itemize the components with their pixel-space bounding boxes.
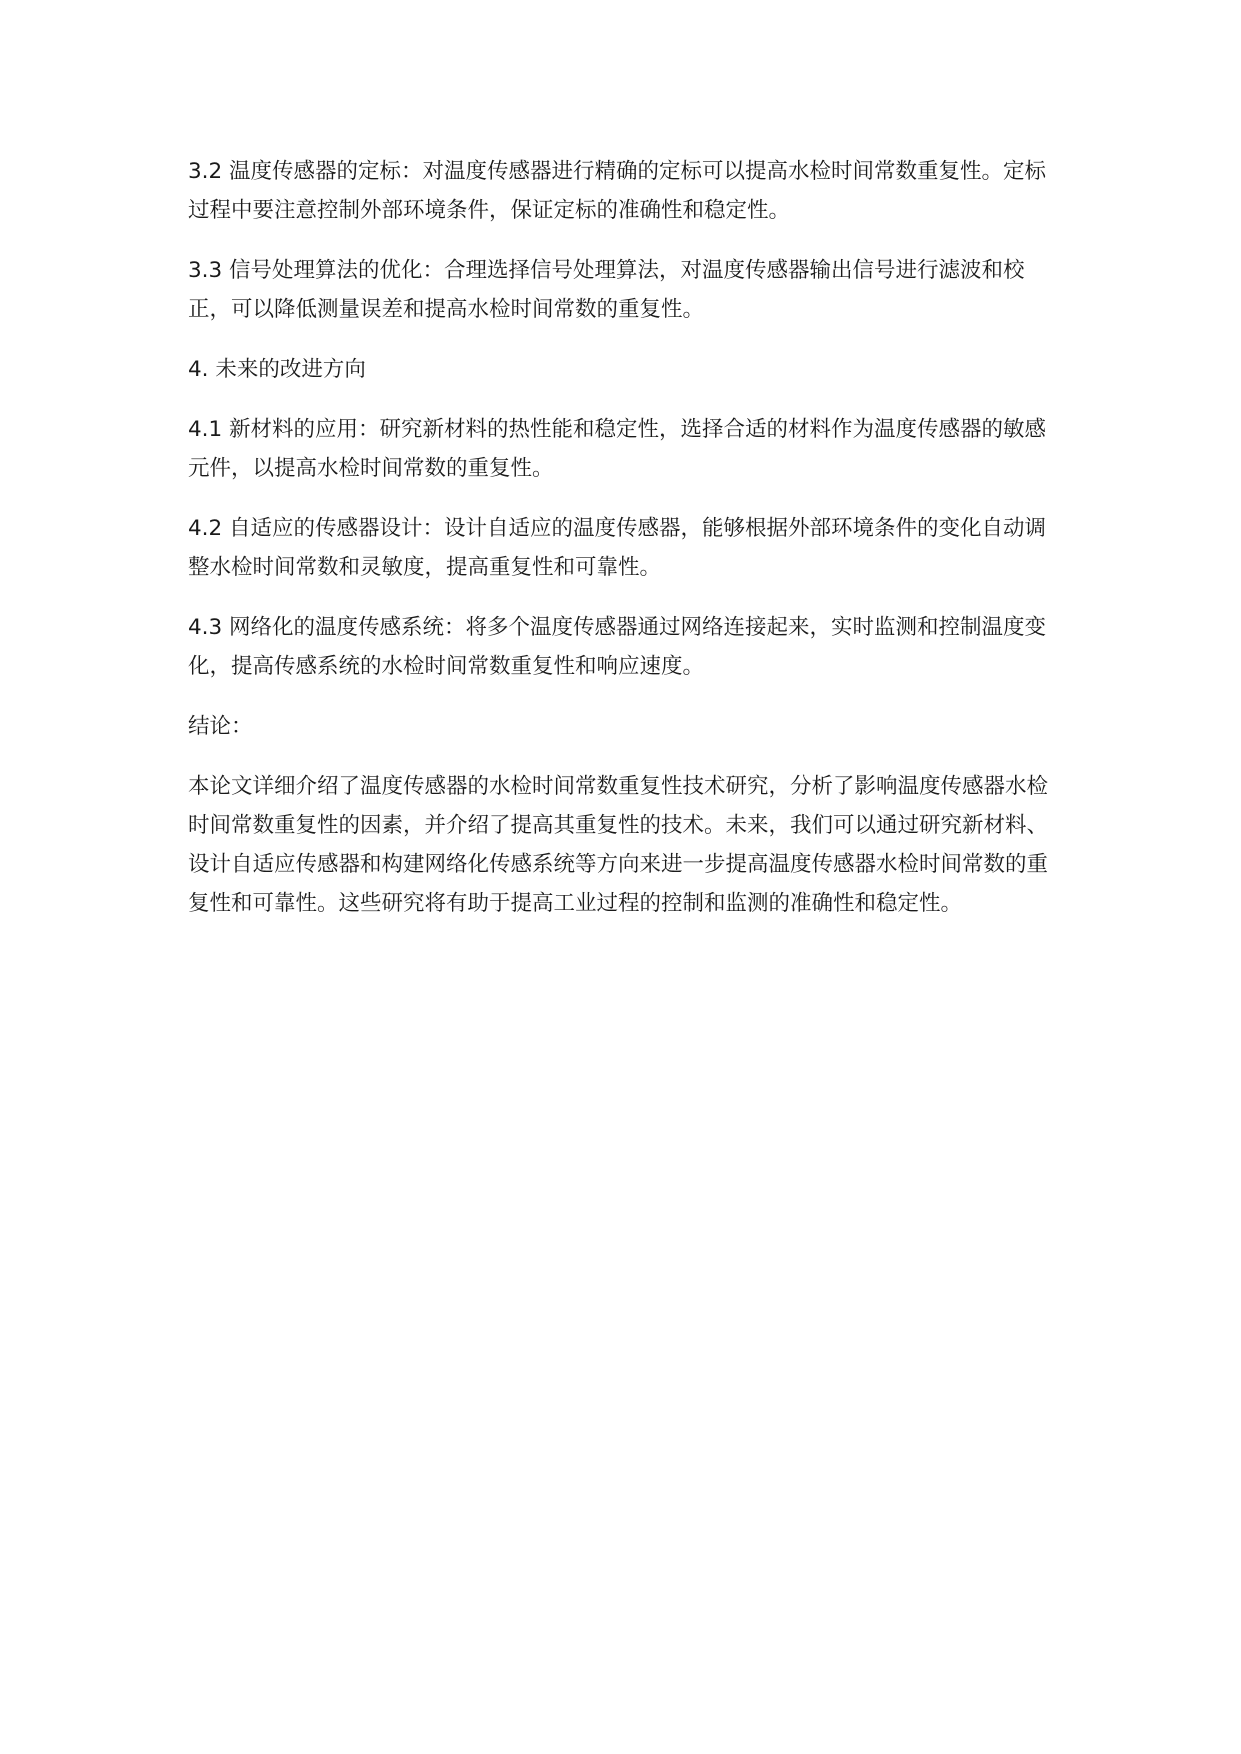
conclusion-paragraph: 本论文详细介绍了温度传感器的水检时间常数重复性技术研究，分析了影响温度传感器水检时间常数重复性的因素，并介绍了提高其重复性的技术。未来，我们可以通过研究新材料、设计自适应传感器和构建网络化传感系统等方向来进一步提高温度传感器水检时间常数的重复性和可靠性。这些研究将有助于提高工业过程的控制和监测的准确性和稳定性。: [188, 774, 1049, 916]
paragraph-3-3-signal-processing: 3.3 信号处理算法的优化：合理选择信号处理算法，对温度传感器输出信号进行滤波和校正，可以降低测量误差和提高水检时间常数的重复性。: [188, 258, 1025, 322]
document-body: [188, 152, 1058, 944]
section-heading-4-future-directions: 4. 未来的改进方向: [188, 357, 366, 382]
paragraph-4-3-networked-system: 4.3 网络化的温度传感系统：将多个温度传感器通过网络连接起来，实时监测和控制温度变化，提高传感系统的水检时间常数重复性和响应速度。: [188, 615, 1047, 679]
conclusion-heading: 结论：: [188, 714, 253, 739]
paragraph-4-1-new-materials: 4.1 新材料的应用：研究新材料的热性能和稳定性，选择合适的材料作为温度传感器的敏感元件，以提高水检时间常数的重复性。: [188, 417, 1047, 481]
paragraph-4-2-adaptive-design: 4.2 自适应的传感器设计：设计自适应的温度传感器，能够根据外部环境条件的变化自动调整水检时间常数和灵敏度，提高重复性和可靠性。: [188, 516, 1047, 580]
paragraph-3-2-sensor-calibration: 3.2 温度传感器的定标：对温度传感器进行精确的定标可以提高水检时间常数重复性。定标过程中要注意控制外部环境条件，保证定标的准确性和稳定性。: [188, 159, 1047, 223]
